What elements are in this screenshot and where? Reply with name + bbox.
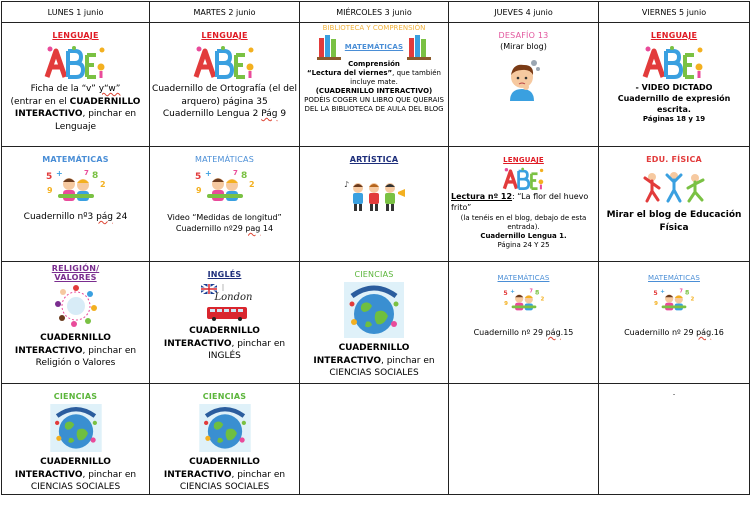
subject-title: LENGUAJE <box>650 31 698 40</box>
task-text: Video “Medidas de longitud” <box>167 213 282 222</box>
cell-thu-lenguaje <box>449 147 599 262</box>
musicians-icon <box>342 178 406 212</box>
subject-title: ARTÍSTICA <box>349 155 399 164</box>
task-text: CUADERNILLO <box>189 326 260 336</box>
header-viernes: VIERNES 5 junio <box>599 2 750 23</box>
cell-mon-religion <box>2 262 150 384</box>
task-text: INTERACTIVO, pinchar en CIENCIAS SOCIALES <box>313 355 435 379</box>
task-text: - VIDEO DICTADO <box>635 83 713 92</box>
globe-icon <box>199 404 251 452</box>
london-word: London <box>214 292 253 303</box>
task-text: Cuadernillo de expresión escrita. <box>617 93 731 114</box>
task-text: CUADERNILLO <box>338 343 410 353</box>
task-text: Mirar el blog de Educación Física <box>606 210 742 233</box>
table-row <box>2 262 750 384</box>
task-text: Cuadernillo Lengua 1. <box>480 231 567 240</box>
task-text: Cuadernillo nº3 pág 24 <box>23 212 128 222</box>
task-text: (Mirar blog) <box>500 42 547 51</box>
abc-letters-icon <box>502 167 546 190</box>
cell-mon-ciencias <box>2 384 150 495</box>
subject-title: CIENCIAS <box>53 392 98 401</box>
task-text: CUADERNILLO <box>40 457 111 467</box>
stray-mark: . <box>672 388 676 397</box>
task-text: Página 24 Y 25 <box>497 241 550 250</box>
cell-thu-desafio <box>449 23 599 147</box>
subject-title: CIENCIAS <box>354 270 394 279</box>
subject-title: INGLÉS <box>207 270 242 279</box>
task-text: Comprensión “Lectura del viernes”, que también incluye mate. (CUADERNILLO INTERACTIVO) PODÉIS COGER UN LIBRO QUE QUERAIS DEL LA BIBLIOTECA DE AULA DEL BLOG <box>304 60 444 114</box>
abc-letters-icon <box>44 45 108 79</box>
subject-title: CIENCIAS <box>202 392 247 401</box>
cell-fri-edu-fisica <box>599 147 750 262</box>
cell-fri-empty <box>599 384 750 495</box>
task-text: Ficha de la “v” y“w” (entrar en el CUADERNILLO INTERACTIVO, pinchar en Lenguaje <box>10 84 141 132</box>
subject-title: MATEMÁTICAS <box>648 274 700 282</box>
subject-title: MATEMÁTICAS <box>194 155 255 164</box>
globe-icon <box>344 282 404 338</box>
exercising-kids-icon <box>642 169 706 203</box>
subject-title: DESAFÍO 13 <box>498 31 549 40</box>
subject-title: EDU. FÍSICA <box>646 155 702 164</box>
cell-thu-empty <box>449 384 599 495</box>
task-text: Cuadernillo nº 29 pág.15 <box>473 328 574 337</box>
table-row <box>2 384 750 495</box>
cell-fri-lenguaje <box>599 23 750 147</box>
task-text: INTERACTIVO, pinchar en CIENCIAS SOCIALES <box>14 469 137 493</box>
task-text: Páginas 18 y 19 <box>642 115 706 124</box>
table-row <box>2 147 750 262</box>
cell-wed-ciencias <box>300 262 449 384</box>
abc-letters-icon <box>193 45 257 79</box>
header-jueves: JUEVES 4 junio <box>449 2 599 23</box>
subject-title: RELIGIÓN/ <box>51 264 100 273</box>
cell-wed-biblioteca <box>300 23 449 147</box>
cell-wed-empty <box>300 384 449 495</box>
math-kids-icon <box>502 288 546 312</box>
subject-title: MATEMÁTICAS <box>344 43 404 51</box>
math-kids-icon <box>652 288 696 312</box>
subject-title: LENGUAJE <box>52 31 99 40</box>
weekly-schedule-table <box>1 1 750 495</box>
task-text: CUADERNILLO <box>189 457 260 467</box>
subject-title: MATEMÁTICAS <box>497 274 550 282</box>
subject-title: VALORES <box>54 273 97 282</box>
thinking-child-icon <box>504 56 544 102</box>
task-text: Lectura nº 12: “La flor del huevo frito” <box>451 192 589 212</box>
cell-tue-lenguaje <box>150 23 300 147</box>
cell-fri-matematicas <box>599 262 750 384</box>
header-lunes: LUNES 1 junio <box>2 2 150 23</box>
books-icon <box>407 32 431 60</box>
cell-tue-ingles <box>150 262 300 384</box>
header-miercoles: MIÉRCOLES 3 junio <box>300 2 449 23</box>
math-kids-icon <box>44 169 108 203</box>
header-martes: MARTES 2 junio <box>150 2 300 23</box>
task-text: INTERACTIVO, pinchar en Religión o Valores <box>14 345 137 369</box>
globe-icon <box>50 404 102 452</box>
cell-tue-matematicas <box>150 147 300 262</box>
table-row <box>2 23 750 147</box>
banner-title: BIBLIOTECA Y COMPRENSIÓN <box>322 24 426 32</box>
task-text: (la tenéis en el blog, debajo de esta entrada). <box>460 213 587 231</box>
books-icon <box>317 32 341 60</box>
cell-thu-matematicas <box>449 262 599 384</box>
cell-mon-lenguaje <box>2 23 150 147</box>
header-row <box>2 2 750 23</box>
subject-title: LENGUAJE <box>503 156 544 164</box>
subject-title: LENGUAJE <box>201 31 248 40</box>
abc-letters-icon <box>642 45 706 79</box>
cell-tue-ciencias <box>150 384 300 495</box>
task-text: Cuadernillo de Ortografía (el del arquero) página 35 Cuadernillo Lengua 2 Pág 9 <box>152 84 297 120</box>
cell-mon-matematicas <box>2 147 150 262</box>
subject-title: MATEMÁTICAS <box>42 155 109 164</box>
cell-wed-artistica <box>300 147 449 262</box>
children-circle-icon <box>54 284 98 328</box>
task-text: Cuadernillo nº 29 pág.16 <box>624 328 724 337</box>
math-kids-icon <box>193 169 257 203</box>
task-text: INTERACTIVO, pinchar en CIENCIAS SOCIALES <box>163 469 286 493</box>
task-text: Cuadernillo nº29 pag 14 <box>175 223 274 233</box>
task-text: CUADERNILLO <box>40 333 111 343</box>
task-text: INTERACTIVO, pinchar en INGLÉS <box>163 338 286 362</box>
